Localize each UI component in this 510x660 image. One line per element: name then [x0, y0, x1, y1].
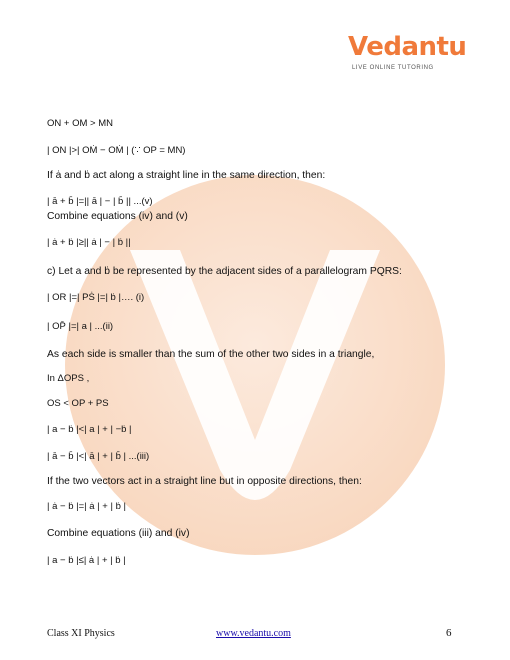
- equation-line: ON + OM > MN: [47, 118, 113, 129]
- footer-website-link[interactable]: www.vedantu.com: [216, 628, 291, 639]
- equation-line: | ȧ − ḃ |=| ȧ | + | ḃ |: [47, 501, 126, 512]
- text-line: Combine equations (iv) and (v): [47, 211, 188, 222]
- page-number: 6: [446, 627, 452, 639]
- text-line: If the two vectors act in a straight line but in opposite directions, then:: [47, 476, 362, 487]
- equation-line: | ā + b̄ |=|| ā | − | b̄ || ...(v): [47, 196, 153, 207]
- logo-tagline: LIVE ONLINE TUTORING: [352, 65, 434, 71]
- text-line: c) Let a and ḃ be represented by the adjacent sides of a parallelogram PQRS:: [47, 266, 402, 277]
- equation-line: | ȧ + ḃ |≥|| ȧ | − | ḃ ||: [47, 237, 131, 248]
- equation-line: OS < OP + PS: [47, 398, 109, 409]
- equation-line: | OR |=| PṠ |=| ḃ |…. (i): [47, 292, 145, 303]
- equation-line: In ΔOPS ,: [47, 373, 90, 384]
- text-line: Combine equations (iii) and (iv): [47, 528, 190, 539]
- text-line: As each side is smaller than the sum of the other two sides in a triangle,: [47, 349, 375, 360]
- footer-subject: Class XI Physics: [47, 628, 115, 639]
- vedantu-logo: [340, 32, 480, 78]
- logo-wordmark: Vedantu: [348, 32, 467, 62]
- text-line: If ȧ and ḃ act along a straight line in the same direction, then:: [47, 170, 326, 181]
- equation-line: | ON |>| OṀ − OṀ | (∵ OP = MN): [47, 145, 186, 156]
- equation-line: | OP̄ |=| a | ...(ii): [47, 321, 114, 332]
- equation-line: | a − ḃ |<| a | + | −ḃ |: [47, 424, 132, 435]
- equation-line: | ā − b̄ |<| ā | + | b̄ | ...(iii): [47, 451, 150, 462]
- equation-line: | a − ḃ |≤| ȧ | + | ḃ |: [47, 555, 126, 566]
